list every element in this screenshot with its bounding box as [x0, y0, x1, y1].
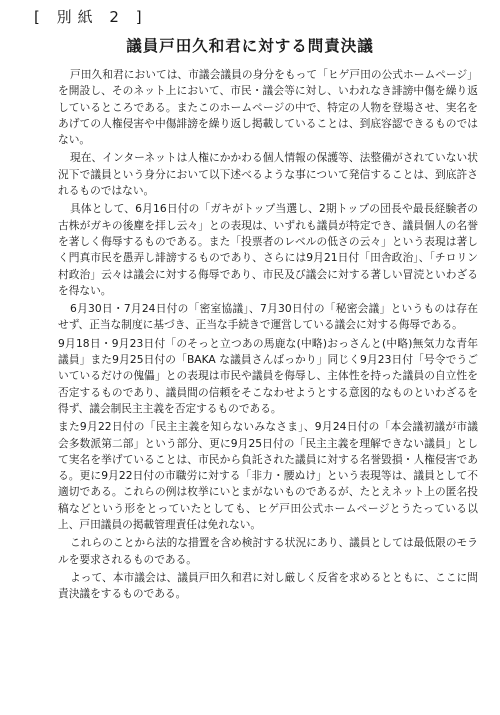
page-title: 議員戸田久和君に対する問責決議 — [126, 37, 374, 55]
paragraph-7: これらのことから法的な措置を含め検討する状況にあり、議員としては最低限のモラルを要求されるものである。 — [58, 536, 478, 566]
paragraph-3: 具体として、6月16日付の「ガキがトップ当選し、2期トップの団長や最長経験者の古株がガキの後塵を拝し云々」との表現は、いずれも議員が特定でき、議員個人の名誉を著しく侮辱するものである。また「投票者のレベルの低さの云々」という表現は著しく門真市民を愚弄し誹謗するものであり、さらには9月21日付「田舎政治」、「チロリン村政治」云々は議会に対する侮辱であり、市民及び議会に対する著しい冒涜といわざるを得ない。 — [58, 202, 478, 297]
paragraph-6: また9月22日付の「民主主義を知らないみなさま」、9月24日付の「本会議初議が市議会多数派第二部」という部分、更に9月25日付の「民主主義を理解できない議員」として実名を挙げていることは、市民から負託された議員に対する名誉毀損・人権侵害である。更に9月22日付の市職労に対する「非力・腰ぬけ」という表現等は、議員として不適切である。これらの例は枚挙にいとまがないものであるが、たとえネット上の匿名投稿などという形をとっていたとしても、ヒゲ戸田公式ホームページとうたっている以上、戸田議員の掲載管理責任は免れない。 — [58, 420, 478, 532]
annex-label: [ 別紙 2 ] — [34, 8, 148, 26]
paragraph-5: 9月18日・9月23日付「のそっと立つあの馬鹿な(中略)おっさんと(中略)無気力な青年議員」また9月25日付の「BAKA な議員さんばっかり」同じく9月23日付「号令でうごいているだけの傀儡」との表現は市民や議員を侮辱し、主体性を持った議員の自立性を否定するものであり、議員間の信頼をそこなわせようとする意図的なものといわざるを得ず、議会制民主主義を否定するものである。 — [58, 336, 478, 415]
document-body — [58, 67, 478, 605]
paragraph-1: 戸田久和君においては、市議会議員の身分をもって「ヒゲ戸田の公式ホームページ」を開設し、そのネット上において、市民・議会等に対し、いわれなき誹謗中傷を繰り返しているところである。またこのホームページの中で、特定の人物を登場させ、実名をあげての人権侵害や中傷誹謗を繰り返し掲載していることは、到底容認できるものではない。 — [58, 68, 478, 147]
paragraph-2: 現在、インターネットは人権にかかわる個人情報の保護等、法整備がされていない状況下で議員という身分において以下述べるような事について発信することは、到底許されるものではない。 — [58, 151, 478, 198]
paragraph-8: よって、本市議会は、議員戸田久和君に対し厳しく反省を求めるとともに、ここに問責決議をするものである。 — [58, 570, 478, 601]
paragraph-4: 6月30日・7月24日付の「密室協議」、7月30日付の「秘密会議」というものは存在せず、正当な制度に基づき、正当な手続きで運営している議会に対する侮辱である。 — [58, 302, 478, 332]
